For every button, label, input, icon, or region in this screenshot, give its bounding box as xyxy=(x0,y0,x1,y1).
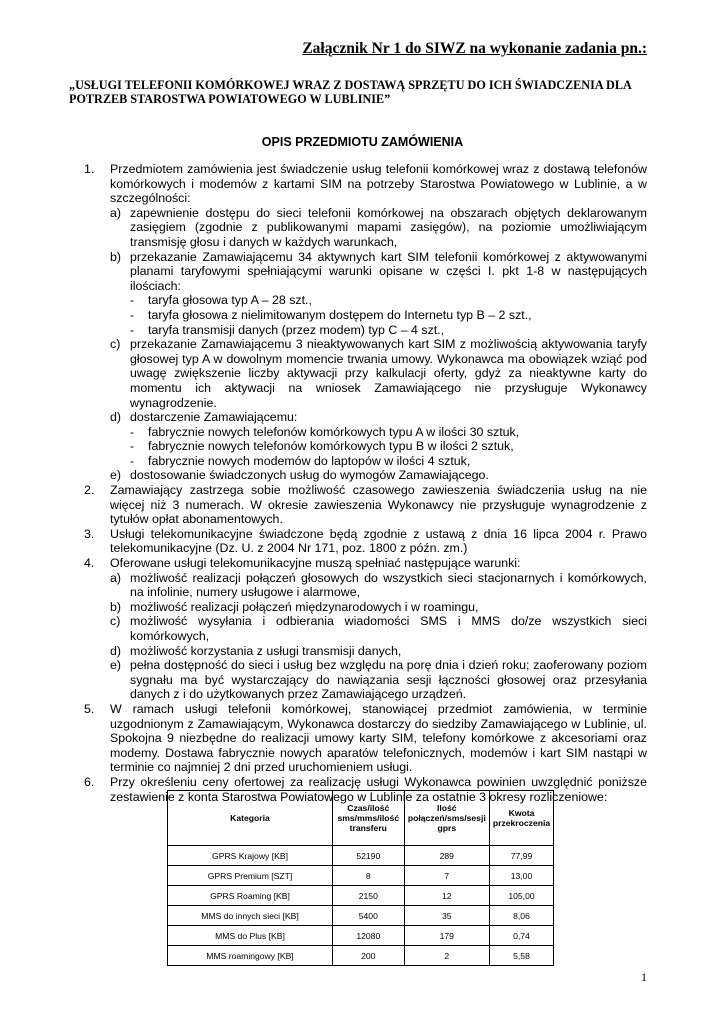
section-title: OPIS PRZEDMIOTU ZAMÓWIENIA xyxy=(261,135,464,149)
table-cell: 13,00 xyxy=(490,866,554,886)
table-cell: 105,00 xyxy=(490,886,554,906)
table-cell: 12080 xyxy=(333,926,405,946)
table-cell: 0,74 xyxy=(490,926,554,946)
requirements-list xyxy=(84,162,647,804)
column-header: Kwota przekroczenia xyxy=(490,791,554,846)
item-text: Usługi telekomunikacyjne świadczone będą zgodnie z ustawą z dnia 16 lipca 2004 r. Prawo telekomunikacyjne (Dz. U. z 2004 Nr 171, poz. 1800 z późn. zm.) xyxy=(110,526,647,556)
table-row xyxy=(168,866,554,886)
table-cell: 179 xyxy=(404,926,489,946)
column-header: Ilość połączeń/sms/sesji gprs xyxy=(404,791,489,846)
table-cell: 200 xyxy=(333,946,405,966)
item-number: 2. xyxy=(84,483,95,498)
task-subject: „USŁUGI TELEFONII KOMÓRKOWEJ WRAZ Z DOSTAWĄ SPRZĘTU DO ICH ŚWIADCZENIA DLA POTRZEB STAROSTWA POWIATOWEGO W LUBLINIE” xyxy=(69,78,632,106)
dash-item: - fabrycznie nowych modemów do laptopów w ilości 4 sztuk, xyxy=(130,453,471,468)
list-item xyxy=(84,162,647,483)
billing-summary-table xyxy=(167,790,554,966)
item-number: 4. xyxy=(84,556,95,571)
table-cell: 5,58 xyxy=(490,946,554,966)
dash-item: - taryfa transmisji danych (przez modem) typ C – 4 szt., xyxy=(130,322,445,337)
table-row xyxy=(168,926,554,946)
table-cell: MMS do innych sieci [KB] xyxy=(168,906,333,926)
page-number: 1 xyxy=(641,970,647,984)
item-number: 3. xyxy=(84,526,95,541)
sub-item: a) możliwość realizacji połączeń głosowych do wszystkich sieci stacjonarnych i komórkowych, na infolinie, numery usługowe i alarmowe, xyxy=(110,570,647,600)
item-text: W ramach usługi telefonii komórkowej, stanowiącej przedmiot zamówienia, w terminie uzgodnionym z Zamawiającym, Wykonawca dostarczy do siedziby Zamawiającego w Lublinie, ul. Spokojna 9 niezbędne do realizacji umowy karty SIM, telefony komórkowe z akcesoriami oraz modemy. Dostawa fabrycznie nowych aparatów telefonicznych, modemów i kart SIM nastąpi w terminie co najmniej 2 dni przed uruchomieniem usługi. xyxy=(110,701,647,775)
table-cell: MMS roamingowy [KB] xyxy=(168,946,333,966)
table-cell: GPRS Premium [SZT] xyxy=(168,866,333,886)
item-number: 6. xyxy=(84,774,95,789)
table-cell: MMS do Plus [KB] xyxy=(168,926,333,946)
column-header: Kategoria xyxy=(168,791,333,846)
list-item xyxy=(84,527,647,556)
dash-item: - fabrycznie nowych telefonów komórkowych typu B w ilości 2 sztuk, xyxy=(130,439,514,454)
sub-item: c) możliwość wysyłania i odbierania wiadomości SMS i MMS do/ze wszystkich sieci komórkowych, xyxy=(110,614,647,643)
table-cell: 5400 xyxy=(333,906,405,926)
table-cell: GPRS Krajowy [KB] xyxy=(168,846,333,866)
sub-item: b) możliwość realizacji połączeń międzynarodowych i w roamingu, xyxy=(110,599,479,614)
table-cell: GPRS Roaming [KB] xyxy=(168,886,333,906)
table-row xyxy=(168,846,554,866)
table-cell: 12 xyxy=(404,886,489,906)
dash-item: - fabrycznie nowych telefonów komórkowych typu A w ilości 30 sztuk, xyxy=(130,424,520,439)
item-number: 5. xyxy=(84,701,95,716)
sub-item: d) dostarczenie Zamawiającemu: xyxy=(110,410,298,425)
item-text: Przy określeniu ceny ofertowej za realizację usługi Wykonawca powinien uwzględnić poniższe zestawienie z konta Starostwa Powiatowego w Lublinie za ostatnie 3 okresy rozliczeniowe: xyxy=(110,774,647,804)
table-row xyxy=(168,886,554,906)
list-item xyxy=(84,556,647,702)
table-cell: 77,99 xyxy=(490,846,554,866)
sub-item: b) przekazanie Zamawiającemu 34 aktywnych kart SIM telefonii komórkowej z aktywowanymi planami taryfowymi spełniającymi warunki opisane w części I. pkt 1-8 w następujących ilościach: xyxy=(110,249,647,293)
item-text: Przedmiotem zamówienia jest świadczenie usług telefonii komórkowej wraz z dostawą telefonów komórkowych i modemów z kartami SIM na potrzeby Starostwa Powiatowego w Lublinie, a w szczególności: xyxy=(110,162,647,206)
attachment-title: Załącznik Nr 1 do SIWZ na wykonanie zadania pn.: xyxy=(302,40,647,57)
sub-item: d) możliwość korzystania z usługi transmisji danych, xyxy=(110,643,402,658)
table-row xyxy=(168,946,554,966)
list-item xyxy=(84,483,647,527)
table-cell: 289 xyxy=(404,846,489,866)
dash-item: - taryfa głosowa z nielimitowanym dostępem do Internetu typ B – 2 szt., xyxy=(130,307,532,322)
table-cell: 2150 xyxy=(333,886,405,906)
sub-item: e) pełna dostępność do sieci i usług bez względu na porę dnia i dzień roku; zaoferowany poziom sygnału ma być wystarczający do nawiązania sesji łączności głosowej oraz przesyłania danych z i do użytkowanych przez Zamawiającego urządzeń. xyxy=(110,658,647,702)
column-header: Czas/ilość sms/mms/ilość transferu xyxy=(333,791,405,846)
table-cell: 2 xyxy=(404,946,489,966)
item-number: 1. xyxy=(84,162,95,176)
sub-item: a) zapewnienie dostępu do sieci telefonii komórkowej na obszarach objętych deklarowanym zasięgiem (zgodnie z publikowanymi mapami zasięgów), na poziomie umożliwiającym transmisję głosu i danych w każdych warunkach, xyxy=(110,205,647,249)
dash-item: - taryfa głosowa typ A – 28 szt., xyxy=(130,293,312,308)
table-row xyxy=(168,906,554,926)
table-cell: 35 xyxy=(404,906,489,926)
table-cell: 7 xyxy=(404,866,489,886)
list-item xyxy=(84,702,647,775)
table-cell: 8,06 xyxy=(490,906,554,926)
item-text: Oferowane usługi telekomunikacyjne muszą spełniać następujące warunki: xyxy=(110,556,521,571)
sub-item: c) przekazanie Zamawiającemu 3 nieaktywowanych kart SIM z możliwością aktywowania taryfy głosowej typ A w dowolnym momencie trwania umowy. Wykonawca ma obowiązek wziąć pod uwagę zwiększenie liczby aktywacji przy kalkulacji oferty, gdyż za nieaktywne karty do momentu ich aktywacji na wniosek Zamawiającego nie przysługuje Wykonawcy wynagrodzenie. xyxy=(110,337,647,410)
table-header-row xyxy=(168,791,554,846)
sub-item: e) dostosowanie świadczonych usług do wymogów Zamawiającego. xyxy=(110,468,489,483)
table-cell: 52190 xyxy=(333,846,405,866)
table-cell: 8 xyxy=(333,866,405,886)
item-text: Zamawiający zastrzega sobie możliwość czasowego zawieszenia świadczenia usług na nie więcej niż 3 numerach. W okresie zawieszenia Wykonawcy nie przysługuje wynagrodzenie z tytułów opłat abonamentowych. xyxy=(110,483,647,527)
